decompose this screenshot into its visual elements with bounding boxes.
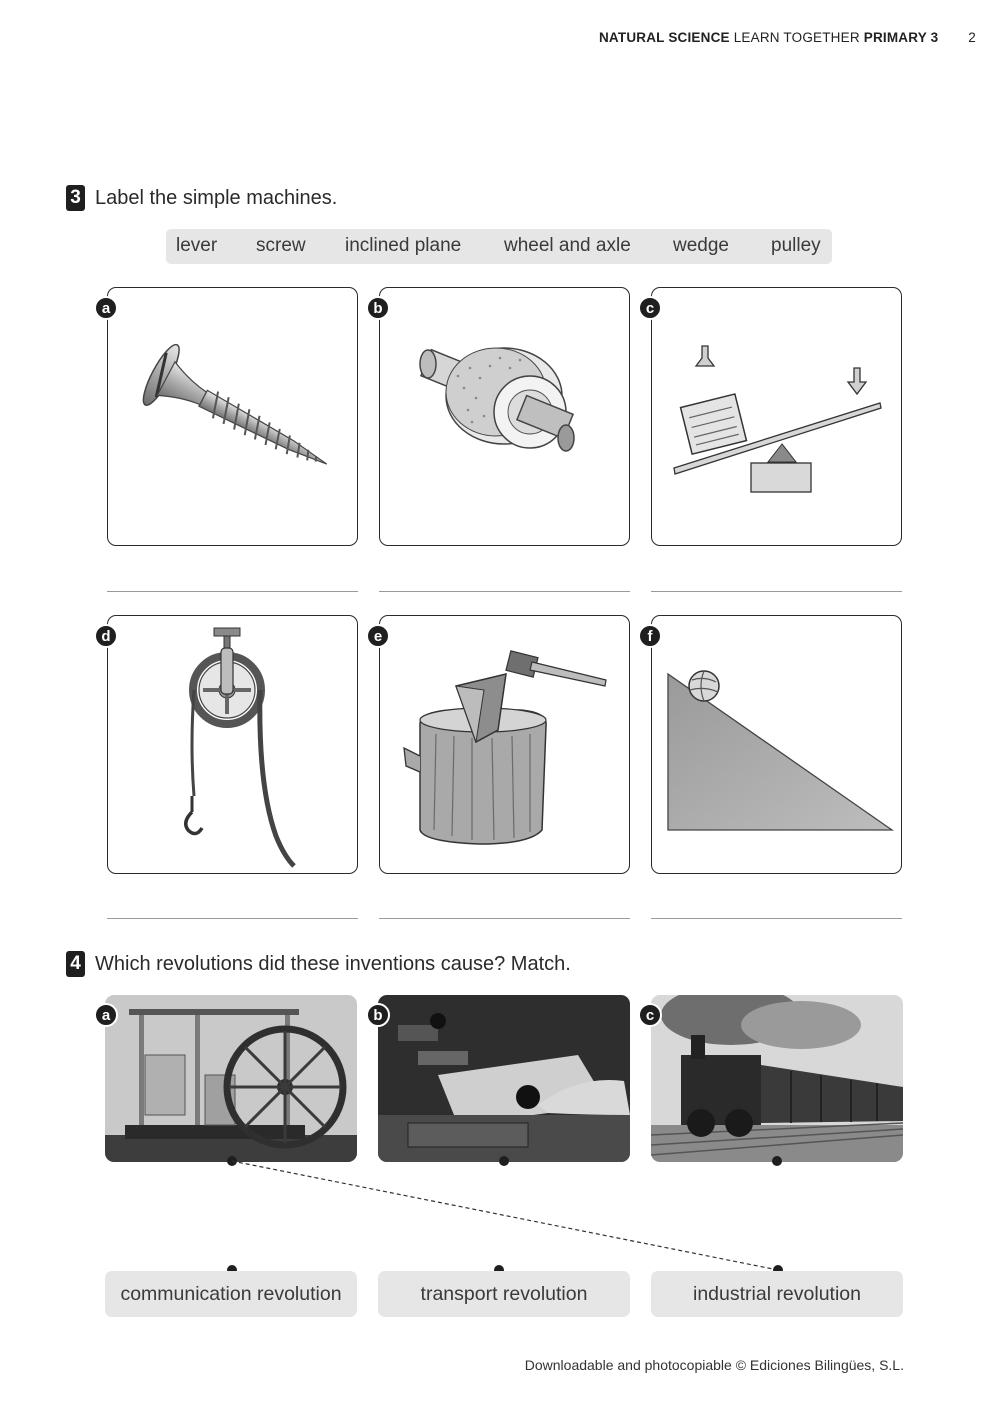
exercise-4-instruction: Which revolutions did these inventions cause? Match. [95, 952, 571, 975]
header-level: PRIMARY 3 [863, 30, 939, 45]
exercise-4-number: 4 [66, 951, 85, 977]
revolution-industrial: industrial revolution [651, 1271, 903, 1317]
panel-letter-c: c [638, 296, 662, 320]
page-number: 2 [968, 30, 976, 45]
word-bank-item: screw [256, 235, 306, 256]
panel-letter-f: f [638, 624, 662, 648]
word-bank-item: lever [176, 235, 218, 256]
panel-letter-b: b [366, 296, 390, 320]
panel-letter-a: a [94, 296, 118, 320]
revolution-transport: transport revolution [378, 1271, 630, 1317]
word-bank-item: inclined plane [345, 235, 462, 256]
header-subject: NATURAL SCIENCE [598, 30, 730, 45]
exercise-3-instruction: Label the simple machines. [95, 186, 338, 209]
header-series: LEARN TOGETHER [733, 30, 860, 45]
footer-copyright: Downloadable and photocopiable © Ediciones Bilingües, S.L. [524, 1357, 904, 1373]
revolution-communication: communication revolution [105, 1271, 357, 1317]
photo-letter-b: b [366, 1003, 390, 1027]
panel-letter-d: d [94, 624, 118, 648]
photo-letter-a: a [94, 1003, 118, 1027]
photo-letter-c: c [638, 1003, 662, 1027]
word-bank-item: pulley [771, 235, 821, 256]
exercise-3-number: 3 [66, 185, 85, 211]
panel-letter-e: e [366, 624, 390, 648]
word-bank-item: wheel and axle [504, 235, 631, 256]
word-bank-item: wedge [673, 235, 729, 256]
